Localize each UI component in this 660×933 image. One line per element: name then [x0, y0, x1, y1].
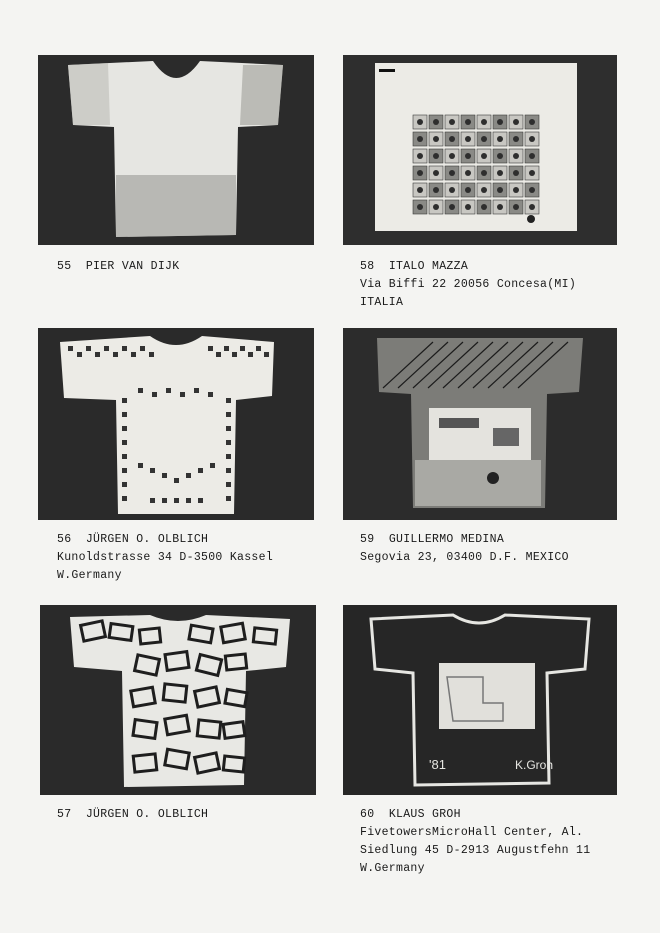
- grid-dot: [497, 153, 503, 159]
- stamp-mark: [194, 388, 199, 393]
- stamp-mark: [122, 412, 127, 417]
- entry-number: 55: [57, 260, 72, 273]
- address-line: Segovia 23, 03400 D.F. MEXICO: [360, 551, 569, 564]
- stamp-mark: [68, 346, 73, 351]
- stamp-mark: [150, 498, 155, 503]
- address-line: Kunoldstrasse 34 D-3500 Kassel: [57, 551, 274, 564]
- stamp-mark: [122, 482, 127, 487]
- stamp-mark: [186, 498, 191, 503]
- entry-number: 60: [360, 808, 375, 821]
- grid-dot: [529, 136, 535, 142]
- grid-dot: [433, 204, 439, 210]
- grid-dot: [449, 119, 455, 125]
- stamp-mark: [140, 346, 145, 351]
- grid-dot: [433, 187, 439, 193]
- grid-dot: [417, 170, 423, 176]
- artist-name: GUILLERMO MEDINA: [388, 533, 505, 546]
- caption-59: [360, 531, 569, 567]
- groh-year-text: '81: [429, 757, 446, 772]
- stamp-mark: [256, 346, 261, 351]
- grid-dot: [417, 153, 423, 159]
- grid-dot: [465, 187, 471, 193]
- artwork-photo-58: [343, 55, 617, 245]
- stamp-mark: [122, 346, 127, 351]
- stamp-mark: [226, 426, 231, 431]
- grid-dot: [449, 187, 455, 193]
- entry-number: 57: [57, 808, 72, 821]
- artwork-photo-60: [343, 605, 617, 795]
- grid-dot: [529, 204, 535, 210]
- grid-dot: [481, 204, 487, 210]
- artwork-photo-56: [38, 328, 314, 520]
- grid-dot: [433, 136, 439, 142]
- caption-55: [57, 258, 179, 276]
- artist-name: JÜRGEN O. OLBLICH: [85, 533, 209, 546]
- stamp-mark: [226, 482, 231, 487]
- stamp-mark: [198, 498, 203, 503]
- caption-58: [360, 258, 576, 312]
- grid-dot: [513, 187, 519, 193]
- grid-dot: [417, 204, 423, 210]
- grid-dot: [433, 153, 439, 159]
- grid-dot: [513, 119, 519, 125]
- address-line: Siedlung 45 D-2913 Augustfehn 11: [360, 844, 591, 857]
- stamp-mark: [95, 352, 100, 357]
- grid-dot: [465, 170, 471, 176]
- stamp-mark: [152, 392, 157, 397]
- caption-60: [360, 806, 590, 878]
- grid-dot: [513, 153, 519, 159]
- grid-dot: [449, 204, 455, 210]
- artist-name: JÜRGEN O. OLBLICH: [85, 808, 209, 821]
- grid-dot: [417, 136, 423, 142]
- grid-dot: [449, 136, 455, 142]
- stamp-mark: [198, 468, 203, 473]
- artwork-photo-55: [38, 55, 314, 245]
- stamp-mark: [180, 392, 185, 397]
- grid-dot: [465, 136, 471, 142]
- stamp-mark: [208, 346, 213, 351]
- grid-dot: [433, 119, 439, 125]
- stamp-mark: [131, 352, 136, 357]
- stamp-mark: [226, 440, 231, 445]
- stamp-mark: [77, 352, 82, 357]
- grid-dot: [465, 119, 471, 125]
- grid-dot: [481, 153, 487, 159]
- address-line: Via Biffi 22 20056 Concesa(MI): [360, 278, 577, 291]
- stamp-mark: [122, 496, 127, 501]
- stamp-mark: [174, 498, 179, 503]
- stamp-mark: [264, 352, 269, 357]
- grid-dot: [497, 187, 503, 193]
- grid-dot: [497, 136, 503, 142]
- grid-dot: [417, 119, 423, 125]
- artist-name: ITALO MAZZA: [388, 260, 469, 273]
- stamp-mark: [226, 398, 231, 403]
- grid-dot: [513, 136, 519, 142]
- stamp-mark: [186, 473, 191, 478]
- grid-dot: [497, 119, 503, 125]
- grid-dot: [481, 187, 487, 193]
- stamp-mark: [248, 352, 253, 357]
- entry-number: 56: [57, 533, 72, 546]
- stamp-mark: [226, 454, 231, 459]
- grid-dot: [513, 204, 519, 210]
- address-line: W.Germany: [360, 862, 425, 875]
- grid-dot: [497, 170, 503, 176]
- address-line: FivetowersMicroHall Center, Al.: [360, 826, 584, 839]
- stamp-mark: [166, 388, 171, 393]
- stamp-mark: [86, 346, 91, 351]
- stamp-mark: [232, 352, 237, 357]
- grid-dot: [529, 170, 535, 176]
- grid-dot: [465, 153, 471, 159]
- stamp-mark: [174, 478, 179, 483]
- stamp-mark: [208, 392, 213, 397]
- stamp-mark: [216, 352, 221, 357]
- entry-number: 58: [360, 260, 375, 273]
- stamp-mark: [150, 468, 155, 473]
- stamp-mark: [122, 454, 127, 459]
- stamp-mark: [226, 468, 231, 473]
- grid-dot: [497, 204, 503, 210]
- artist-name: PIER VAN DIJK: [85, 260, 180, 273]
- stamp-mark: [122, 398, 127, 403]
- grid-dot: [449, 153, 455, 159]
- stamp-mark: [210, 463, 215, 468]
- stamp-mark: [224, 346, 229, 351]
- grid-dot: [529, 187, 535, 193]
- stamp-mark: [226, 412, 231, 417]
- artwork-photo-57: [40, 605, 316, 795]
- grid-dot: [481, 170, 487, 176]
- grid-dot: [529, 153, 535, 159]
- stamp-mark: [226, 496, 231, 501]
- caption-56: [57, 531, 273, 585]
- grid-dot: [529, 119, 535, 125]
- groh-signature-text: K.Groh: [515, 758, 554, 772]
- caption-57: [57, 806, 208, 824]
- grid-dot: [417, 187, 423, 193]
- stamp-mark: [113, 352, 118, 357]
- grid-dot: [449, 170, 455, 176]
- stamp-mark: [122, 468, 127, 473]
- stamp-mark: [104, 346, 109, 351]
- entry-number: 59: [360, 533, 375, 546]
- stamp-mark: [162, 498, 167, 503]
- address-line: W.Germany: [57, 569, 122, 582]
- grid-dot: [481, 119, 487, 125]
- grid-dot: [433, 170, 439, 176]
- stamp-mark: [138, 388, 143, 393]
- grid-dot: [481, 136, 487, 142]
- artwork-photo-59: [343, 328, 617, 520]
- grid-dot: [513, 170, 519, 176]
- stamp-mark: [162, 473, 167, 478]
- stamp-mark: [122, 440, 127, 445]
- stamp-mark: [149, 352, 154, 357]
- address-line: ITALIA: [360, 296, 404, 309]
- stamp-mark: [122, 426, 127, 431]
- stamp-mark: [240, 346, 245, 351]
- grid-dot: [465, 204, 471, 210]
- artist-name: KLAUS GROH: [388, 808, 461, 821]
- stamp-mark: [138, 463, 143, 468]
